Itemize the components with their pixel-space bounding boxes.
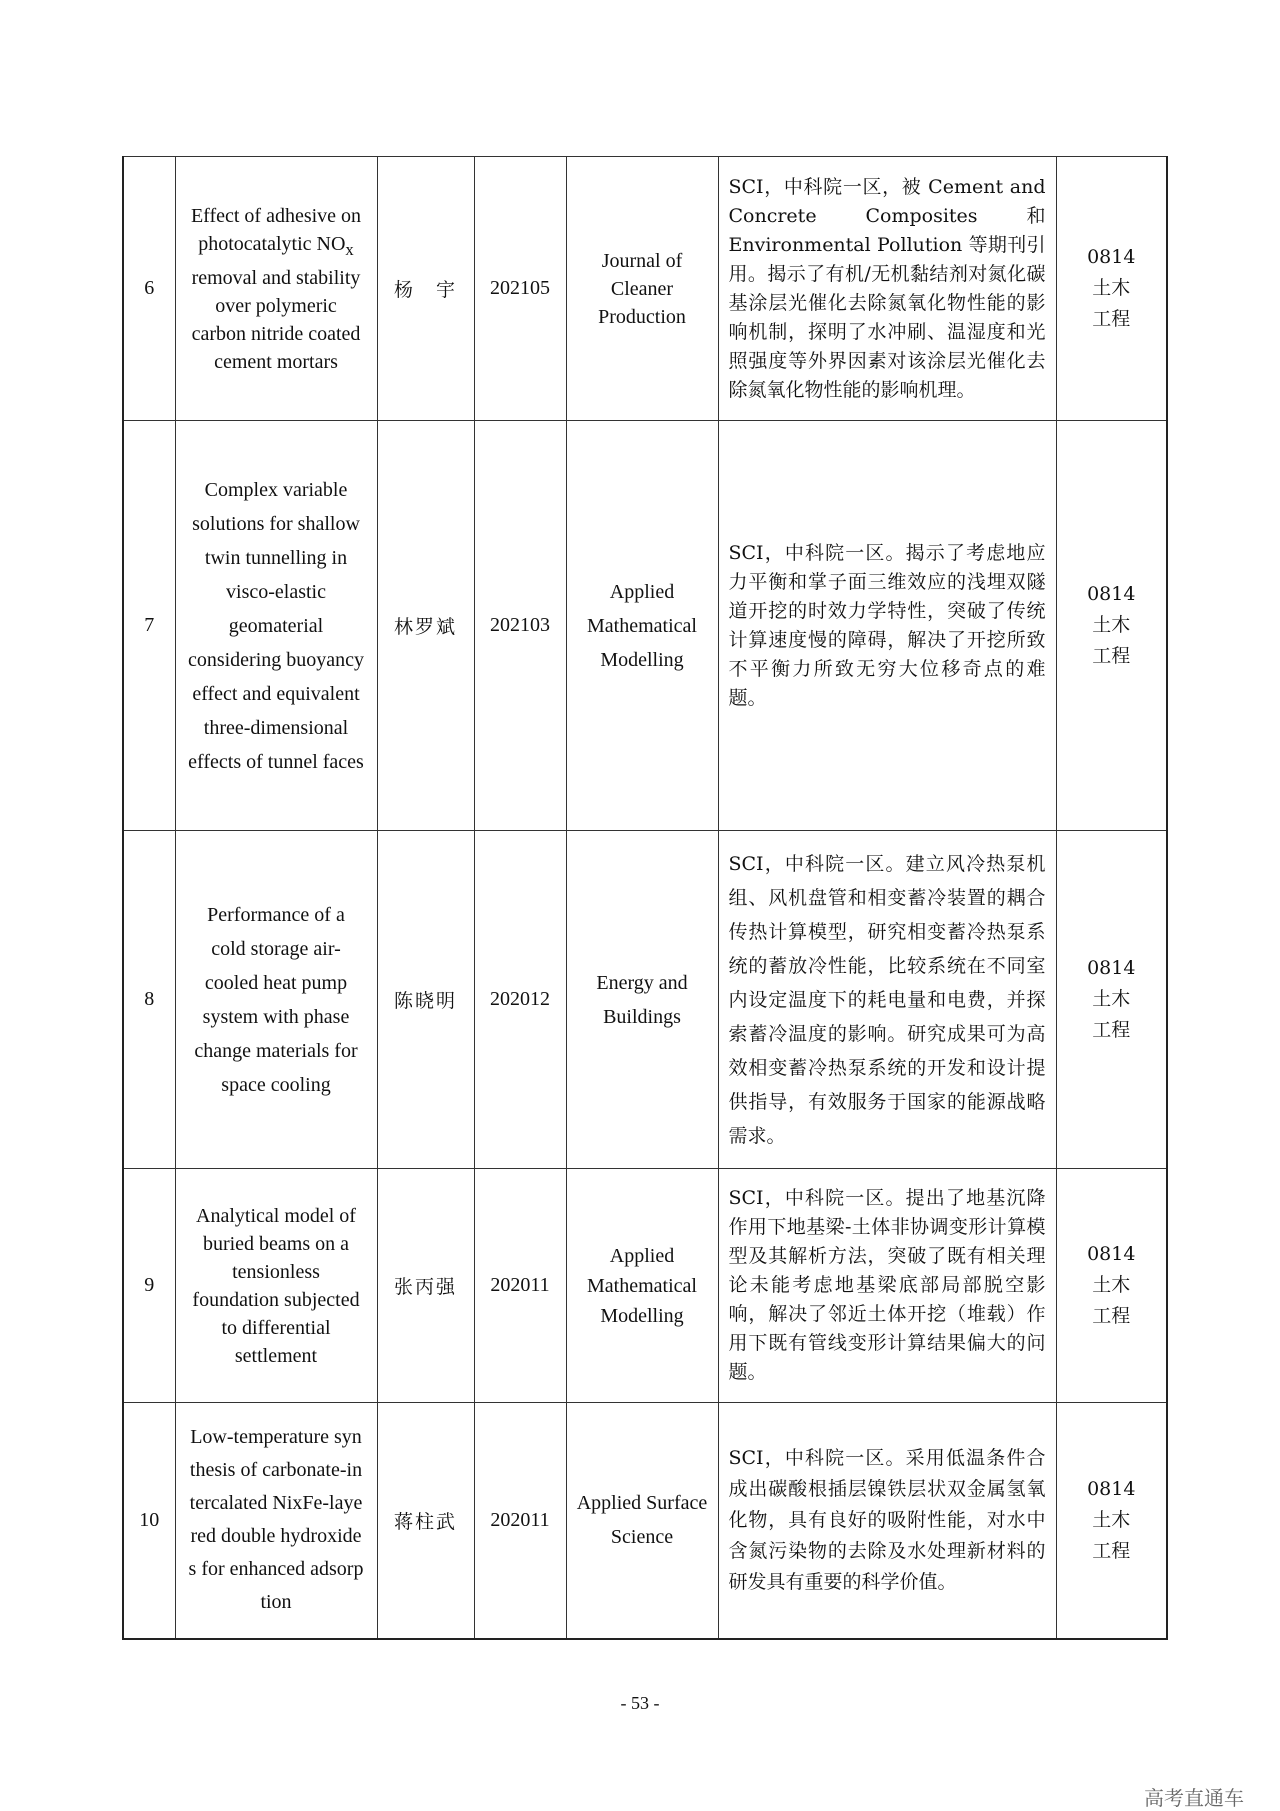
- subject-code: 0814: [1087, 957, 1136, 979]
- row-number: 8: [123, 831, 175, 1169]
- row-number: 10: [123, 1403, 175, 1639]
- subject-code: 0814: [1087, 1477, 1136, 1500]
- paper-list-table: [122, 156, 1168, 1640]
- table-row: [123, 1403, 1167, 1639]
- subscript: x: [345, 239, 354, 259]
- table-row: [123, 157, 1167, 421]
- journal-name: Applied Mathematical Modelling: [566, 421, 718, 831]
- author: 张丙强: [377, 1169, 474, 1403]
- subject-name: 土木工程: [1092, 988, 1131, 1041]
- paper-title: Effect of adhesive on photocatalytic $NO_x$ removal and stability over polymeric carbon nitride coated cement mortars: [175, 157, 377, 421]
- table-row: [123, 831, 1167, 1169]
- subject: [1056, 1169, 1167, 1403]
- subject-name: 土木工程: [1092, 277, 1131, 330]
- subject-name: 土木工程: [1092, 1508, 1131, 1562]
- publish-date: 202011: [474, 1403, 566, 1639]
- subject: [1056, 421, 1167, 831]
- subject: [1056, 157, 1167, 421]
- row-number: 9: [123, 1169, 175, 1403]
- paper-title: Performance of a cold storage air-cooled heat pump system with phase change materials for space cooling: [175, 831, 377, 1169]
- paper-title: Low-temperature synthesis of carbonate-intercalated NixFe-layered double hydroxides for enhanced adsorption: [175, 1403, 377, 1639]
- subject-code: 0814: [1087, 1243, 1136, 1265]
- remarks: SCI，中科院一区。建立风冷热泵机组、风机盘管和相变蓄冷装置的耦合传热计算模型，研究相变蓄冷热泵系统的蓄放冷性能，比较系统在不同室内设定温度下的耗电量和电费，并探索蓄冷温度的影响。研究成果可为高效相变蓄冷热泵系统的开发和设计提供指导，有效服务于国家的能源战略需求。: [718, 831, 1056, 1169]
- table-row: [123, 421, 1167, 831]
- remarks: SCI，中科院一区。揭示了考虑地应力平衡和掌子面三维效应的浅埋双隧道开挖的时效力学特性，突破了传统计算速度慢的障碍，解决了开挖所致不平衡力所致无穷大位移奇点的难题。: [718, 421, 1056, 831]
- author: 陈晓明: [377, 831, 474, 1169]
- page-number: - 53 -: [620, 1693, 660, 1713]
- row-number: 7: [123, 421, 175, 831]
- subject-name: 土木工程: [1092, 614, 1131, 667]
- table-row: [123, 1169, 1167, 1403]
- watermark-text: 高考直通车: [1144, 1786, 1244, 1810]
- journal-name: Applied Surface Science: [566, 1403, 718, 1639]
- subject-name: 土木工程: [1092, 1274, 1131, 1327]
- subject-code: 0814: [1087, 583, 1136, 605]
- row-number: 6: [123, 157, 175, 421]
- paper-title: Analytical model of buried beams on a tensionless foundation subjected to differential settlement: [175, 1169, 377, 1403]
- document-page: [122, 156, 1166, 1646]
- paper-title: Complex variable solutions for shallow twin tunnelling in visco-elastic geomaterial considering buoyancy effect and equivalent three-dimensional effects of tunnel faces: [175, 421, 377, 831]
- journal-name: Energy and Buildings: [566, 831, 718, 1169]
- author: 杨 宇: [377, 157, 474, 421]
- journal-name: Journal of Cleaner Production: [566, 157, 718, 421]
- publish-date: 202105: [474, 157, 566, 421]
- remarks: SCI，中科院一区。采用低温条件合成出碳酸根插层镍铁层状双金属氢氧化物，具有良好的吸附性能，对水中含氮污染物的去除及水处理新材料的研发具有重要的科学价值。: [718, 1403, 1056, 1639]
- author: 蒋柱武: [377, 1403, 474, 1639]
- publish-date: 202011: [474, 1169, 566, 1403]
- journal-name: Applied Mathematical Modelling: [566, 1169, 718, 1403]
- subject: [1056, 1403, 1167, 1639]
- publish-date: 202103: [474, 421, 566, 831]
- author: 林罗斌: [377, 421, 474, 831]
- subject-code: 0814: [1087, 246, 1136, 268]
- subject: [1056, 831, 1167, 1169]
- remarks: SCI，中科院一区，被 Cement and Concrete Composites 和 Environmental Pollution 等期刊引用。揭示了有机/无机黏结剂对氮化碳基涂层光催化去除氮氧化物性能的影响机制，探明了水冲刷、温湿度和光照强度等外界因素对该涂层光催化去除氮氧化物性能的影响机理。: [718, 157, 1056, 421]
- publish-date: 202012: [474, 831, 566, 1169]
- remarks: SCI，中科院一区。提出了地基沉降作用下地基梁-土体非协调变形计算模型及其解析方法，突破了既有相关理论未能考虑地基梁底部局部脱空影响，解决了邻近土体开挖（堆载）作用下既有管线变形计算结果偏大的问题。: [718, 1169, 1056, 1403]
